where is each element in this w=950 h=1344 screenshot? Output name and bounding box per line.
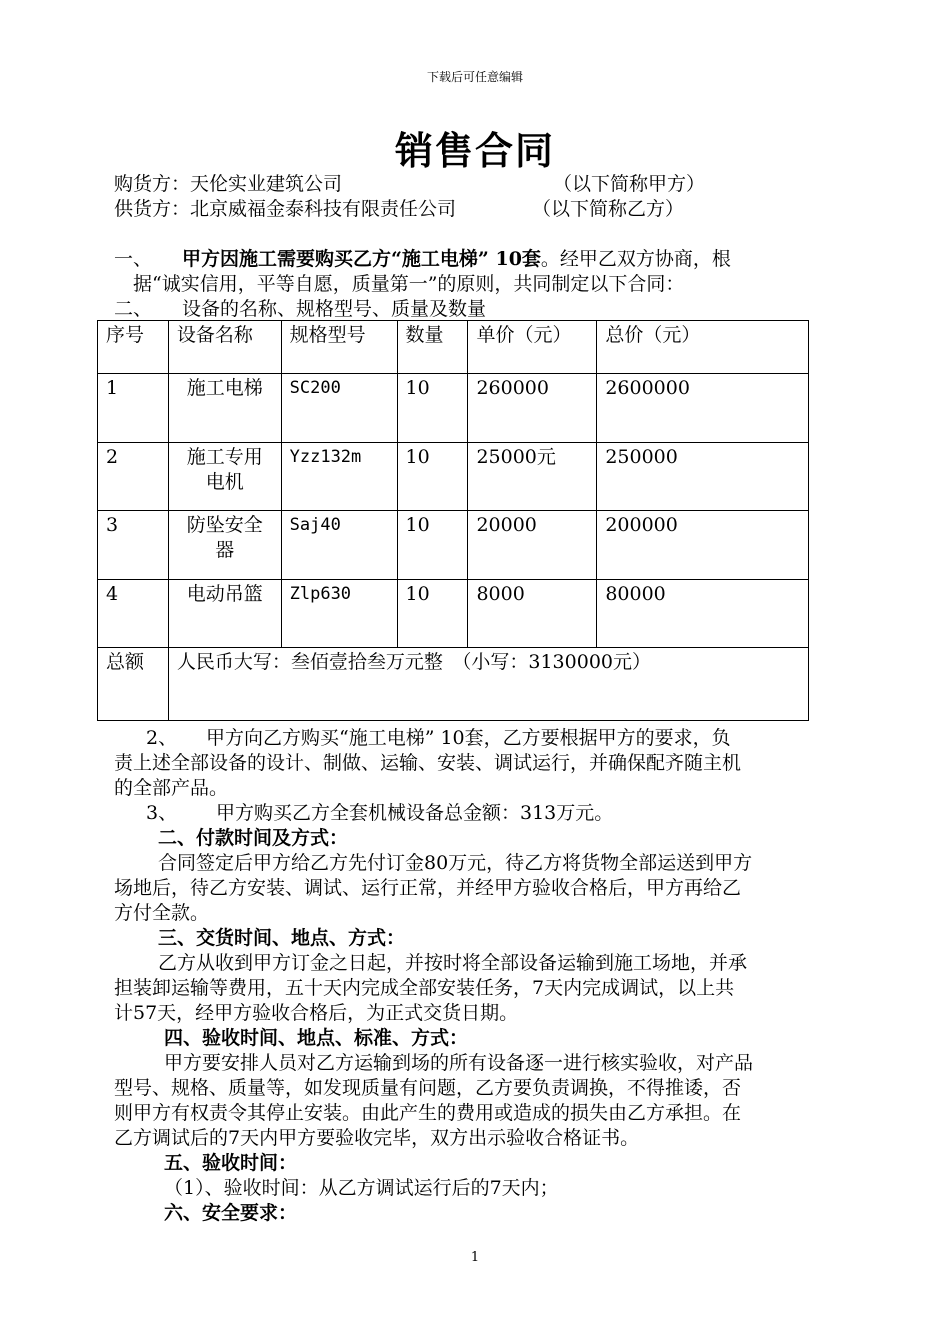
unit-price: 8000 [468, 580, 597, 648]
para3-text: 甲方购买乙方全套机械设备总金额：313万元。 [216, 802, 614, 824]
section2-line1: 合同签定后甲方给乙方先付订金80万元，待乙方将货物全部运送到甲方 [158, 852, 753, 874]
clause1-number: 一、 [114, 248, 153, 270]
buyer-line: 购货方：天伦实业建筑公司 [114, 173, 343, 195]
model: Yzz132m [281, 443, 397, 511]
equipment-name-line1: 施工专用 [186, 446, 263, 468]
page-number: 1 [470, 1250, 480, 1265]
quantity: 10 [397, 374, 468, 443]
equipment-name [168, 511, 281, 580]
clause1-bold: 甲方因施工需要购买乙方“施工电梯” 10套 [182, 248, 541, 270]
row-number: 2 [98, 443, 169, 511]
para3-number: 3、 [146, 802, 178, 824]
table-total-row [98, 648, 809, 721]
section5-heading: 五、验收时间： [164, 1152, 298, 1174]
section2-line3: 方付全款。 [114, 902, 210, 924]
header-note: 下载后可任意编辑 [426, 70, 523, 84]
section3-line1: 乙方从收到甲方订金之日起，并按时将全部设备运输到施工场地，并承 [158, 952, 748, 974]
section4-line4: 乙方调试后的7天内甲方要验收完毕，双方出示验收合格证书。 [114, 1127, 640, 1149]
section5-line1: （1）、验收时间：从乙方调试运行后的7天内； [164, 1177, 559, 1199]
total-price: 250000 [597, 443, 809, 511]
clause1-rest: 。经甲乙双方协商，根 [540, 248, 731, 270]
equipment-name-line1: 防坠安全 [186, 514, 263, 536]
unit-price: 25000元 [468, 443, 597, 511]
table-header-row [98, 321, 809, 374]
quantity: 10 [397, 580, 468, 648]
table-row [98, 374, 809, 443]
clause1-line1 [182, 247, 731, 272]
section3-heading: 三、交货时间、地点、方式： [158, 927, 406, 949]
seller-alias: （以下简称乙方） [532, 198, 685, 220]
seller-line: 供货方：北京威福金泰科技有限责任公司 [114, 198, 457, 220]
header-cell: 序号 [98, 321, 169, 374]
section4-line3: 则甲方有权责令其停止安装。由此产生的费用或造成的损失由乙方承担。在 [114, 1102, 742, 1124]
buyer-alias: （以下简称甲方） [553, 173, 706, 195]
equipment-name [168, 443, 281, 511]
row-number: 1 [98, 374, 169, 443]
equipment-name [168, 580, 281, 648]
model: Saj40 [281, 511, 397, 580]
model: SC200 [281, 374, 397, 443]
clause2-text: 设备的名称、规格型号、质量及数量 [182, 298, 487, 320]
unit-price: 260000 [468, 374, 597, 443]
section4-line1: 甲方要安排人员对乙方运输到场的所有设备逐一进行核实验收，对产品 [164, 1052, 754, 1074]
para2-number: 2、 [146, 727, 178, 749]
total-price: 80000 [597, 580, 809, 648]
header-cell: 单价（元） [468, 321, 597, 374]
header-cell: 总价（元） [597, 321, 809, 374]
para2-line3: 的全部产品。 [114, 777, 229, 799]
total-price: 200000 [597, 511, 809, 580]
equipment-name [168, 374, 281, 443]
table-row [98, 580, 809, 648]
equipment-name-line1: 电动吊篮 [186, 583, 263, 605]
equipment-name-line2: 器 [215, 539, 235, 561]
equipment-name-line1: 施工电梯 [186, 377, 263, 399]
total-value: 人民币大写：叁佰壹拾叁万元整 （小写：3130000元） [168, 648, 808, 721]
row-number: 4 [98, 580, 169, 648]
section4-line2: 型号、规格、质量等，如发现质量有问题，乙方要负责调换，不得推诿，否 [114, 1077, 742, 1099]
table-row [98, 443, 809, 511]
total-price: 2600000 [597, 374, 809, 443]
section2-line2: 场地后，待乙方安装、调试、运行正常，并经甲方验收合格后，甲方再给乙 [114, 877, 742, 899]
clause2-number: 二、 [114, 298, 153, 320]
section3-line2: 担装卸运输等费用，五十天内完成全部安装任务，7天内完成调试，以上共 [114, 977, 735, 999]
header-cell: 数量 [397, 321, 468, 374]
para2-line2: 责上述全部设备的设计、制做、运输、安装、调试运行，并确保配齐随主机 [114, 752, 742, 774]
model: Zlp630 [281, 580, 397, 648]
row-number: 3 [98, 511, 169, 580]
header-cell: 规格型号 [281, 321, 397, 374]
clause1-line2: 据“诚实信用，平等自愿，质量第一”的原则，共同制定以下合同： [133, 273, 685, 295]
section2-heading: 二、付款时间及方式： [158, 827, 349, 849]
equipment-table [97, 320, 809, 721]
total-label: 总额 [98, 648, 169, 721]
header-cell: 设备名称 [168, 321, 281, 374]
quantity: 10 [397, 443, 468, 511]
para2-line1: 甲方向乙方购买“施工电梯” 10套，乙方要根据甲方的要求，负 [206, 727, 731, 749]
unit-price: 20000 [468, 511, 597, 580]
equipment-name-line2: 电机 [205, 471, 244, 493]
section3-line3: 计57天，经甲方验收合格后，为正式交货日期。 [114, 1002, 519, 1024]
document-title: 销售合同 [394, 128, 555, 173]
section6-heading: 六、安全要求： [164, 1202, 298, 1224]
quantity: 10 [397, 511, 468, 580]
table-row [98, 511, 809, 580]
section4-heading: 四、验收时间、地点、标准、方式： [164, 1027, 469, 1049]
